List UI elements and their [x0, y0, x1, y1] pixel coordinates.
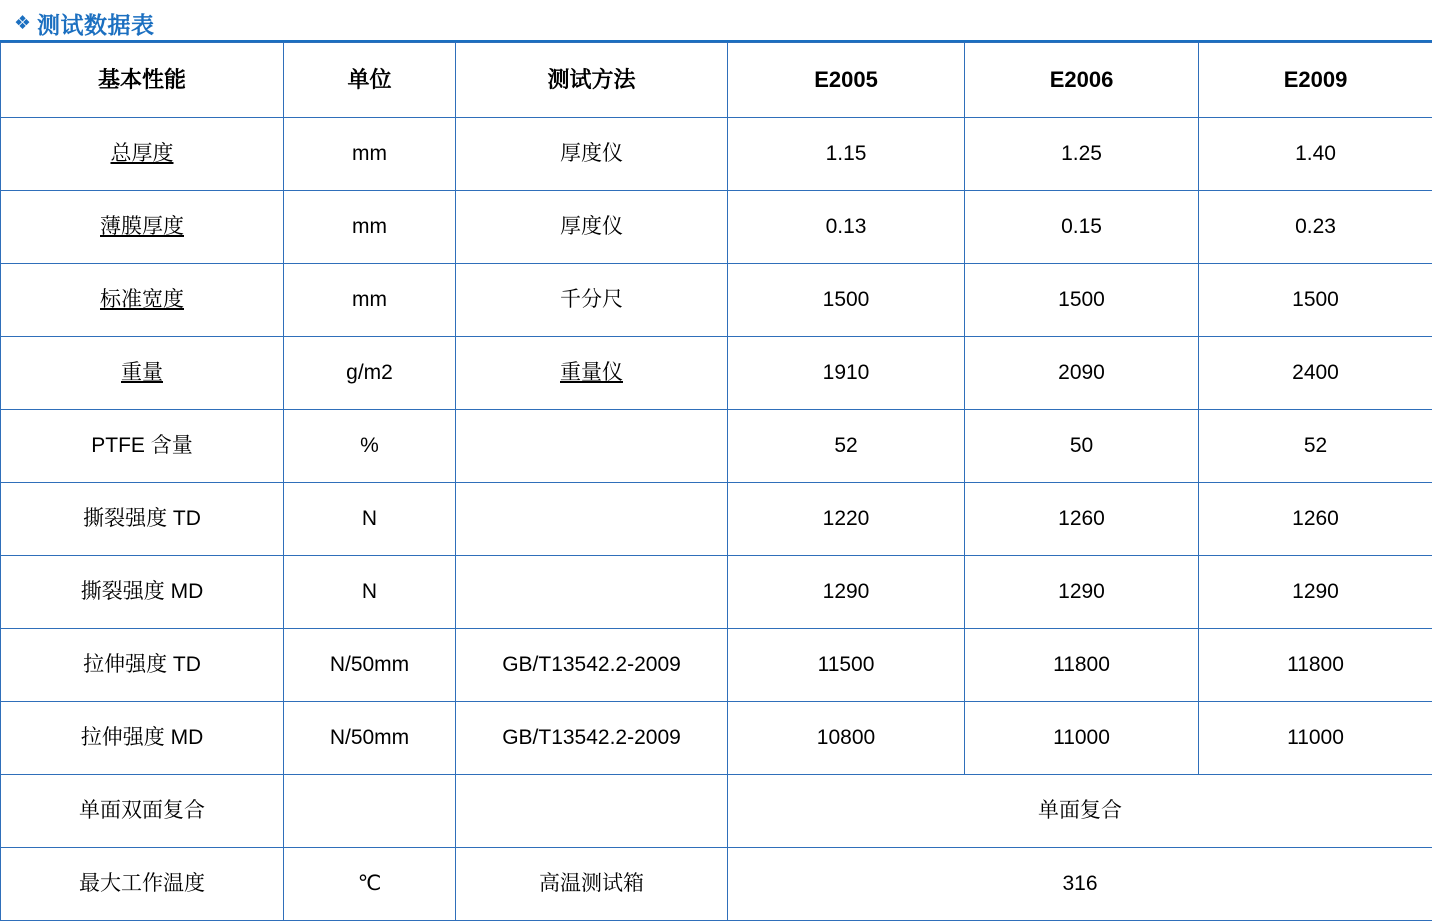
row-value-e2005: 11500 [728, 629, 965, 702]
row-method: 高温测试箱 [456, 848, 728, 921]
row-unit: g/m2 [284, 337, 456, 410]
row-unit: N [284, 556, 456, 629]
row-value-e2009: 11000 [1199, 702, 1432, 775]
row-label: 撕裂强度 MD [1, 556, 284, 629]
column-header-method: 测试方法 [456, 43, 728, 118]
column-header-property: 基本性能 [1, 43, 284, 118]
row-value-e2006: 1500 [965, 264, 1199, 337]
column-header-e2009: E2009 [1199, 43, 1432, 118]
row-value-e2006: 1290 [965, 556, 1199, 629]
row-value-e2005: 1910 [728, 337, 965, 410]
row-unit: mm [284, 191, 456, 264]
row-method: 千分尺 [456, 264, 728, 337]
row-value-e2005: 10800 [728, 702, 965, 775]
row-unit: ℃ [284, 848, 456, 921]
row-value-e2005: 52 [728, 410, 965, 483]
page-title-bar [0, 0, 1432, 40]
row-value-e2006: 50 [965, 410, 1199, 483]
row-label: 重量 [1, 337, 284, 410]
row-value-all: 316 [728, 848, 1432, 921]
table-row [1, 483, 1432, 556]
row-value-e2009: 1500 [1199, 264, 1432, 337]
row-unit: N/50mm [284, 702, 456, 775]
row-value-e2006: 11000 [965, 702, 1199, 775]
row-value-e2005: 0.13 [728, 191, 965, 264]
test-data-table [0, 42, 1432, 921]
table-row [1, 264, 1432, 337]
row-method [456, 483, 728, 556]
column-header-e2006: E2006 [965, 43, 1199, 118]
table-header-row [1, 43, 1432, 118]
row-value-e2006: 1260 [965, 483, 1199, 556]
row-method [456, 556, 728, 629]
row-value-all: 单面复合 [728, 775, 1432, 848]
row-value-e2009: 0.23 [1199, 191, 1432, 264]
table-row [1, 775, 1432, 848]
row-value-e2009: 52 [1199, 410, 1432, 483]
row-method [456, 410, 728, 483]
row-value-e2006: 11800 [965, 629, 1199, 702]
row-value-e2009: 11800 [1199, 629, 1432, 702]
table-row [1, 629, 1432, 702]
row-value-e2009: 1290 [1199, 556, 1432, 629]
row-value-e2005: 1500 [728, 264, 965, 337]
row-value-e2005: 1220 [728, 483, 965, 556]
row-label: 标准宽度 [1, 264, 284, 337]
row-method: 厚度仪 [456, 191, 728, 264]
row-value-e2006: 1.25 [965, 118, 1199, 191]
table-row [1, 191, 1432, 264]
row-method: 厚度仪 [456, 118, 728, 191]
diamond-bullet-icon: ❖ [14, 14, 31, 33]
row-label: 单面双面复合 [1, 775, 284, 848]
row-method: GB/T13542.2-2009 [456, 702, 728, 775]
row-unit: N/50mm [284, 629, 456, 702]
row-unit: mm [284, 264, 456, 337]
table-row [1, 848, 1432, 921]
row-method: GB/T13542.2-2009 [456, 629, 728, 702]
row-label: 撕裂强度 TD [1, 483, 284, 556]
row-label: 最大工作温度 [1, 848, 284, 921]
column-header-e2005: E2005 [728, 43, 965, 118]
row-value-e2006: 2090 [965, 337, 1199, 410]
row-value-e2005: 1.15 [728, 118, 965, 191]
row-method [456, 775, 728, 848]
row-method: 重量仪 [456, 337, 728, 410]
row-value-e2006: 0.15 [965, 191, 1199, 264]
row-unit: mm [284, 118, 456, 191]
table-row [1, 556, 1432, 629]
row-value-e2009: 2400 [1199, 337, 1432, 410]
row-value-e2009: 1.40 [1199, 118, 1432, 191]
row-unit: N [284, 483, 456, 556]
row-label: PTFE 含量 [1, 410, 284, 483]
row-label: 拉伸强度 MD [1, 702, 284, 775]
row-value-e2005: 1290 [728, 556, 965, 629]
row-label: 总厚度 [1, 118, 284, 191]
table-row [1, 337, 1432, 410]
row-value-e2009: 1260 [1199, 483, 1432, 556]
row-label: 薄膜厚度 [1, 191, 284, 264]
page-title: 测试数据表 [37, 7, 155, 40]
table-row [1, 702, 1432, 775]
table-row [1, 118, 1432, 191]
row-unit: % [284, 410, 456, 483]
column-header-unit: 单位 [284, 43, 456, 118]
table-row [1, 410, 1432, 483]
row-unit [284, 775, 456, 848]
row-label: 拉伸强度 TD [1, 629, 284, 702]
